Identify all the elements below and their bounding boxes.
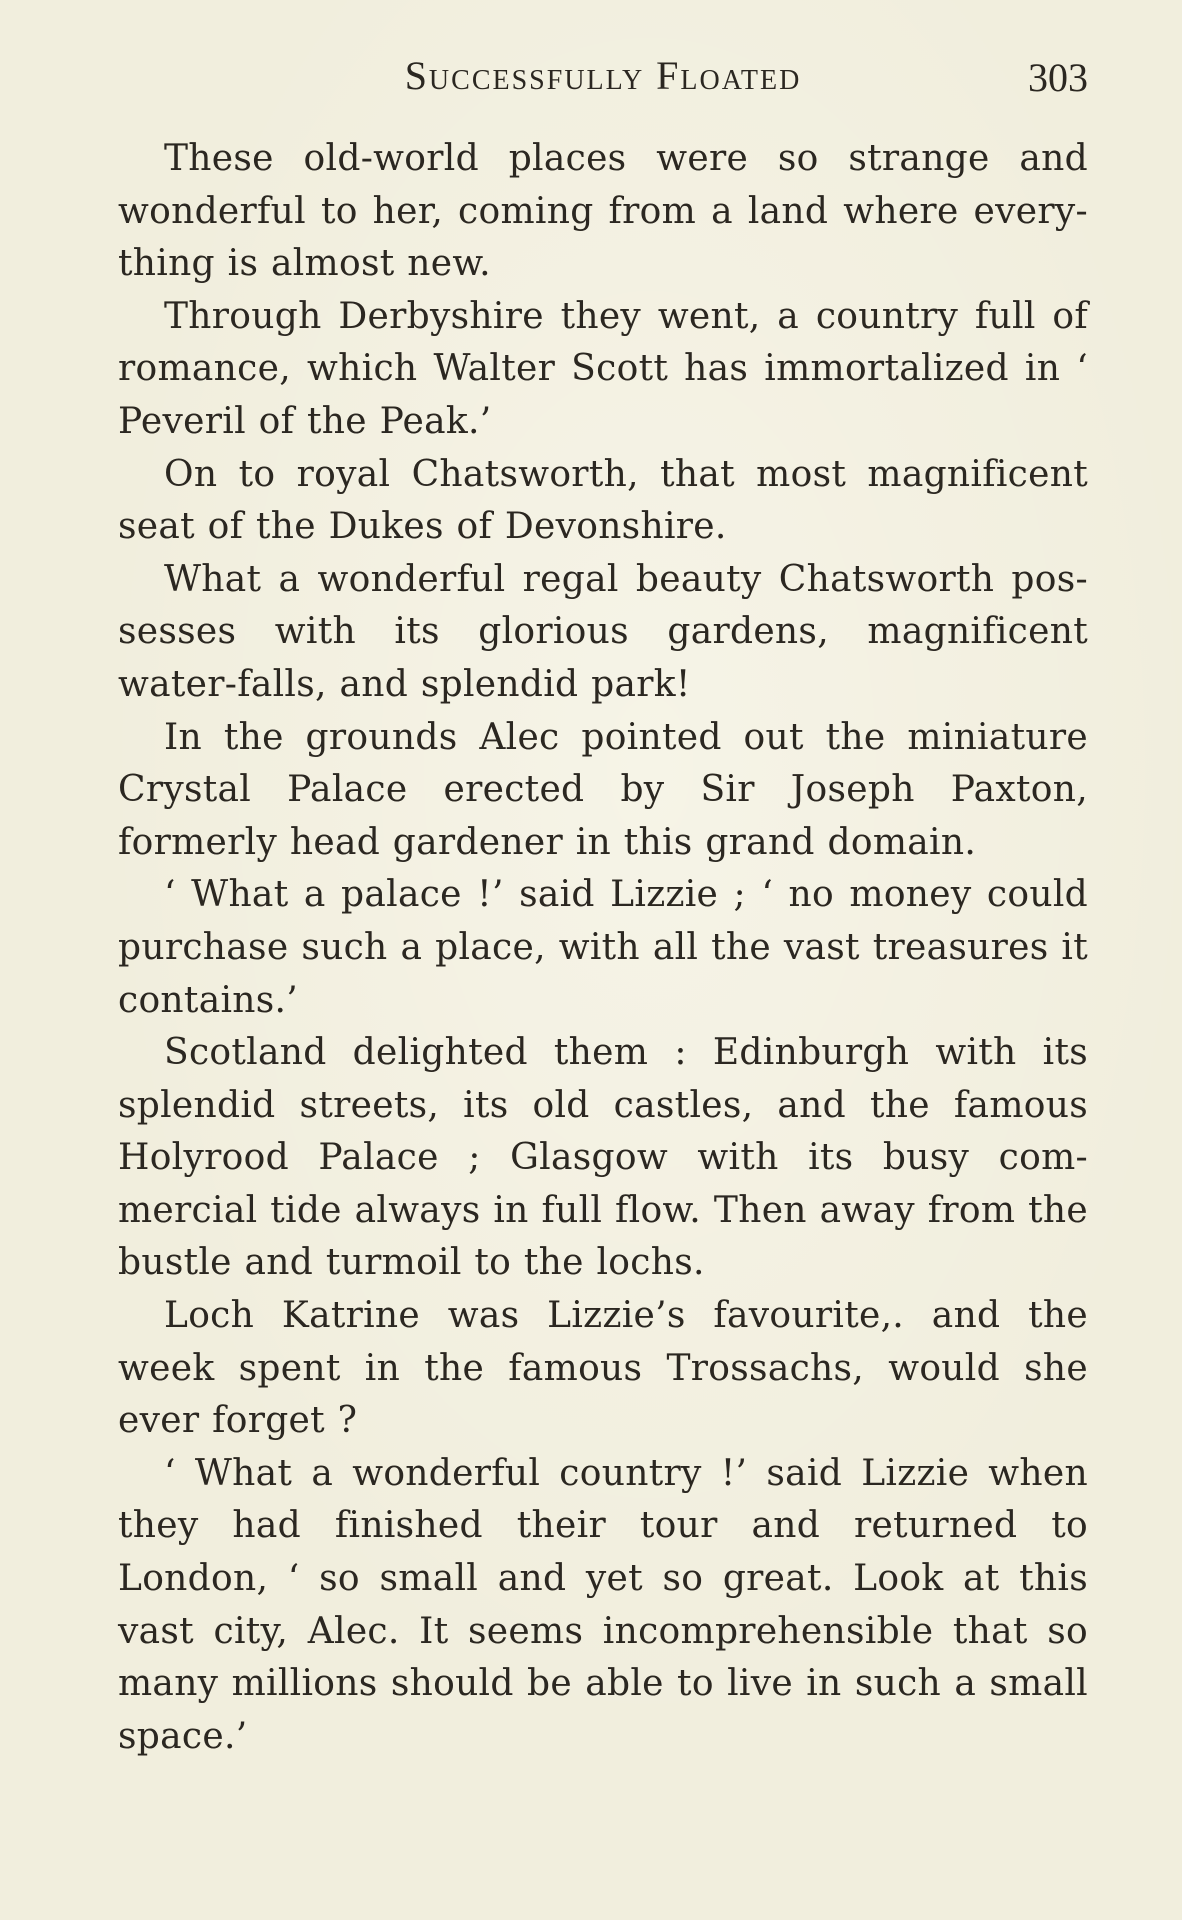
page-number: 303 [1028,55,1088,100]
paragraph: ‘ What a wonderful country !’ said Lizzie when they had finished their tour and returned to London, ‘ so small and yet so great. Look at this vast city, Alec. It seems incomprehensible that so many millions should be able to live in such a small space.’ [118,1452,1088,1757]
paragraph: ‘ What a palace !’ said Lizzie ; ‘ no money could purchase such a place, with all the vast treasures it contains.’ [118,874,1088,1021]
paragraph: Scotland delighted them : Edinburgh with its splendid streets, its old castles, and the famous Holyrood Palace ; Glasgow with its busy com-mercial tide always in full flow. Then away from the bustle and turmoil to the lochs. [118,1032,1088,1284]
paragraph: In the grounds Alec pointed out the miniature Crystal Palace erected by Sir Joseph Paxton, formerly head gardener in this grand domain. [118,716,1088,863]
paragraph: What a wonderful regal beauty Chatsworth pos-sesses with its glorious gardens, magnificent water-falls, and splendid park! [118,558,1088,705]
paragraph: On to royal Chatsworth, that most magnificent seat of the Dukes of Devonshire. [118,453,1088,548]
running-head [118,48,1088,104]
chapter-title: Successfully Floated [404,53,802,98]
body-text [118,133,1088,1763]
paragraph: Through Derbyshire they went, a country full of romance, which Walter Scott has immortalized in ‘ Peveril of the Peak.’ [118,295,1088,442]
paragraph: These old-world places were so strange and wonderful to her, coming from a land where every-thing is almost new. [118,138,1088,285]
paragraph: Loch Katrine was Lizzie’s favourite,. and the week spent in the famous Trossachs, would she ever forget ? [118,1295,1088,1442]
